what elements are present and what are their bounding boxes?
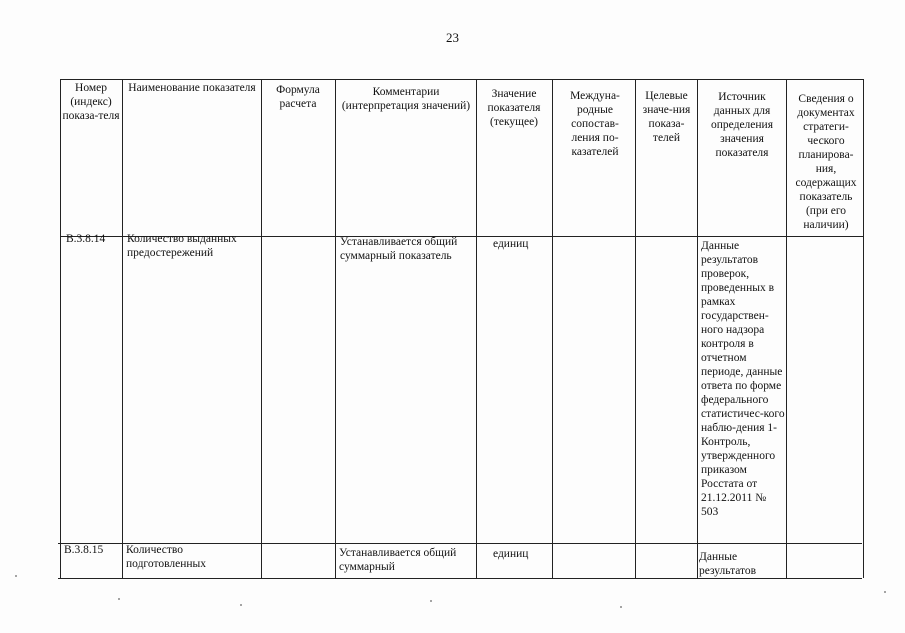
header-comment: Комментарии (интерпретация значений) [341, 86, 471, 112]
header-target: Целевые значе-ния показа-телей [642, 90, 691, 144]
row1-index: В.3.8.14 [66, 233, 106, 245]
row1-value: единиц [493, 238, 529, 250]
row2-comment: Устанавливается общий суммарный [339, 547, 457, 573]
scan-speck [430, 600, 432, 602]
row2-value: единиц [493, 548, 529, 560]
row2-index: В.3.8.15 [64, 544, 104, 556]
header-intl: Междуна-родные сопостав-ления по-казателей [570, 90, 620, 158]
header-name: Наименование показателя [128, 82, 256, 94]
header-value: Значение показателя (текущее) [487, 88, 541, 128]
header-formula: Формула расчета [276, 84, 320, 110]
header-source: Источник данных для определения значения показателя [710, 91, 773, 159]
scan-speck [118, 598, 120, 600]
scan-speck [240, 604, 242, 606]
row1-source: Данные результатов проверок, проведенных в рамках государствен-ного надзора контроля в отчетном периоде, данные ответа по форме федерального статистичес-кого наблю-дения 1-Контроль, утвержденного приказом Росстата от 21.12.2011 № 503 [701, 240, 785, 518]
row1-comment: Устанавливается общий суммарный показатель [340, 236, 458, 262]
scan-speck [620, 606, 622, 608]
row2-name: Количество подготовленных [126, 544, 206, 570]
header-docs: Сведения о документах стратеги-ческого планирова-ния, содержащих показатель (при его наличии) [795, 93, 857, 231]
scan-speck [15, 575, 17, 577]
header-index: Номер (индекс) показа-теля [62, 82, 120, 122]
row2-source: Данные результатов [699, 551, 757, 577]
page-number: 23 [446, 30, 459, 45]
row1-name: Количество выданных предостережений [127, 233, 237, 259]
scan-speck [884, 591, 886, 593]
